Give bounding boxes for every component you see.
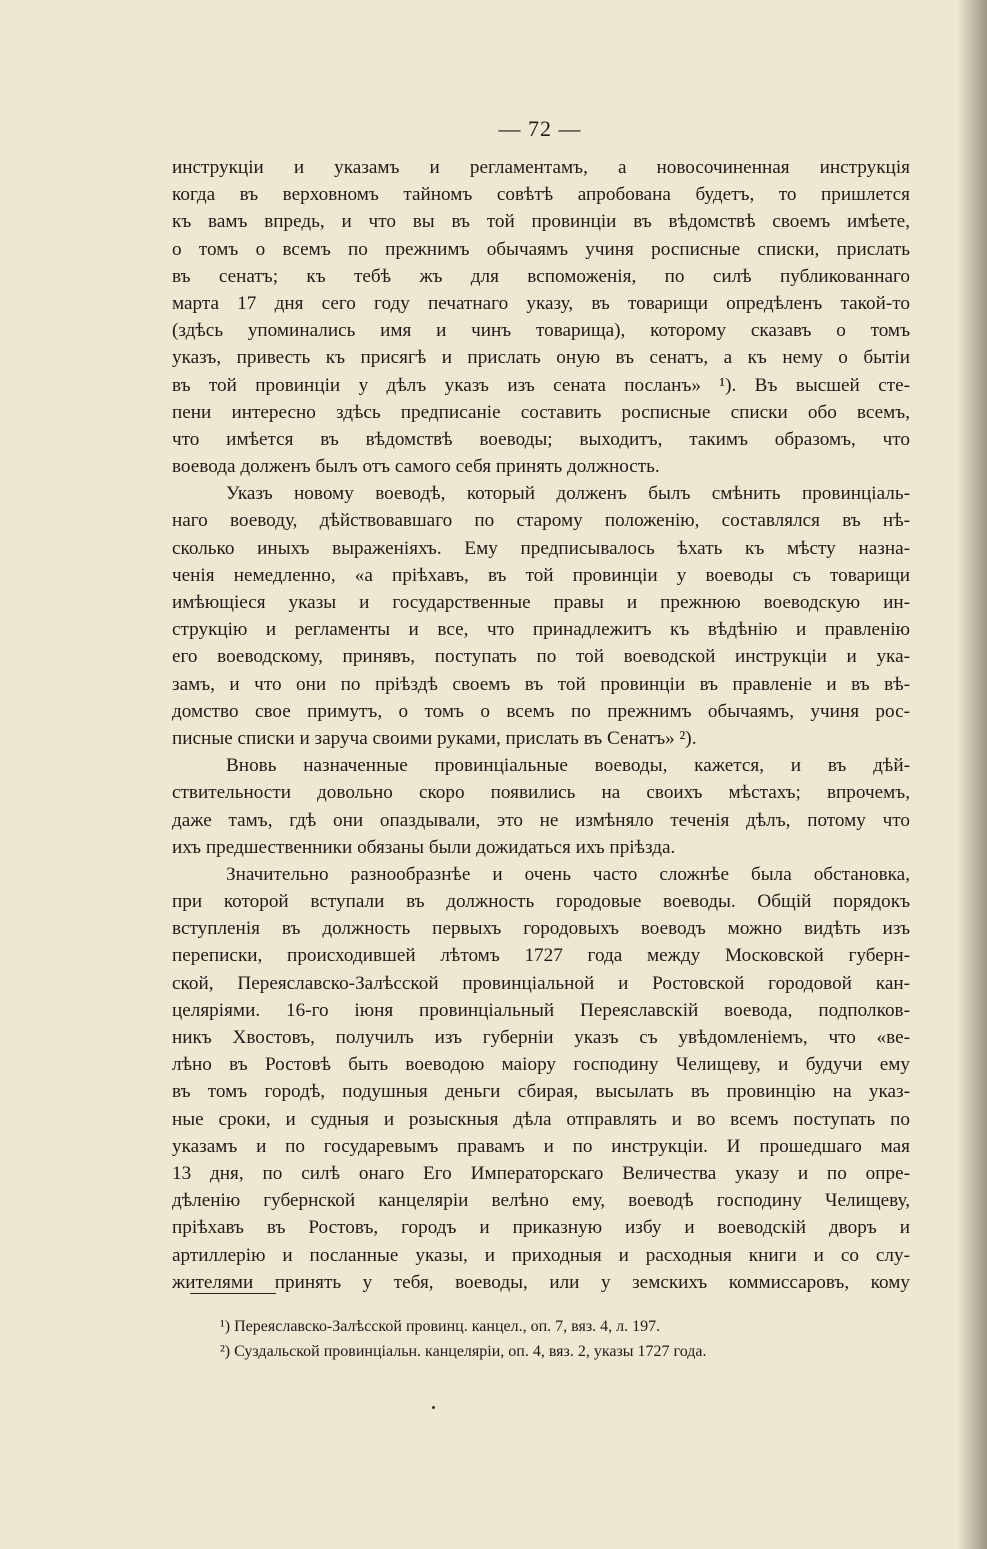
text-line: ные сроки, и судныя и розыскныя дѣла отправлять и во всемъ поступать по xyxy=(172,1108,910,1130)
text-line: Указъ новому воеводѣ, который долженъ былъ смѣнить провинціаль- xyxy=(226,483,910,505)
footnote-2: ²) Суздальской провинціальн. канцеляріи, оп. 4, вяз. 2, указы 1727 года. xyxy=(220,1343,707,1360)
text-line: жителями принять у тебя, воеводы, или у земскихъ коммиссаровъ, кому xyxy=(172,1271,910,1293)
text-line: артиллерію и посланные указы, и приходныя и расходныя книги и со слу- xyxy=(172,1244,910,1266)
text-line: въ сенатъ; къ тебѣ жъ для вспоможенія, по силѣ публикованнаго xyxy=(172,265,910,287)
text-line: его воеводскому, принявъ, поступать по той воеводской инструкціи и ука- xyxy=(172,646,910,668)
text-line: наго воеводу, дѣйствовавшаго по старому положенію, составлялся въ нѣ- xyxy=(172,510,910,532)
text-line: целяріями. 16-го іюня провинціальный Переяславскій воевода, подполков- xyxy=(172,999,910,1021)
text-line: марта 17 дня сего году печатнаго указу, въ товарищи опредѣленъ такой-то xyxy=(172,292,910,314)
print-speck xyxy=(432,1406,435,1409)
text-line: ствительности довольно скоро появились на своихъ мѣстахъ; впрочемъ, xyxy=(172,782,910,804)
text-line: ченія немедленно, «а пріѣхавъ, въ той провинціи у воеводы съ товарищи xyxy=(172,564,910,586)
text-line: замъ, и что они по пріѣздѣ своемъ въ той провинціи въ правленіе и въ вѣ- xyxy=(172,673,910,695)
footnotes xyxy=(220,1314,900,1364)
text-line: даже тамъ, гдѣ они опаздывали, это не измѣняло теченія дѣлъ, потому что xyxy=(172,809,910,831)
page-edge-shadow xyxy=(957,0,987,1549)
text-line: сколько иныхъ выраженіяхъ. Ему предписывалось ѣхать къ мѣсту назна- xyxy=(172,537,910,559)
text-line: дѣленію губернской канцеляріи велѣно ему, воеводѣ господину Челищеву, xyxy=(172,1190,910,1212)
text-line: когда въ верховномъ тайномъ совѣтѣ апробована будетъ, то пришлется xyxy=(172,184,910,206)
text-line: (здѣсь упоминались имя и чинъ товарища), которому сказавъ о томъ xyxy=(172,320,910,342)
text-line: лѣно въ Ростовѣ быть воеводою маіору господину Челищеву, и будучи ему xyxy=(172,1054,910,1076)
page-number: — 72 — xyxy=(498,116,582,141)
text-line: имѣющіеся указы и государственные правы и прежнюю воеводскую ин- xyxy=(172,592,910,613)
text-line: указамъ и по государевымъ правамъ и по инструкціи. И прошедшаго мая xyxy=(172,1135,910,1157)
text-line: что имѣется въ вѣдомствѣ воеводы; выходитъ, такимъ образомъ, что xyxy=(172,428,910,450)
text-line: домство свое примутъ, о томъ о всемъ по прежнимъ обычаямъ, учиня рос- xyxy=(172,700,910,722)
text-line: къ вамъ впредь, и что вы въ той провинціи въ вѣдомствѣ своемъ имѣете, xyxy=(172,211,910,233)
text-line: инструкціи и указамъ и регламентамъ, а новосочиненная инструкція xyxy=(172,157,910,178)
text-line: струкцію и регламенты и все, что принадлежитъ къ вѣдѣнію и правленію xyxy=(172,619,910,641)
text-line: Значительно разнообразнѣе и очень часто сложнѣе была обстановка, xyxy=(226,863,910,885)
footnote-1: ¹) Переяславско-Залѣсской провинц. канцел., оп. 7, вяз. 4, л. 197. xyxy=(220,1318,661,1335)
body-text xyxy=(172,154,910,1296)
text-line: ихъ предшественники обязаны были дожидаться ихъ пріѣзда. xyxy=(172,836,676,858)
text-line: 13 дня, по силѣ онаго Его Императорскаго Величества указу и по опре- xyxy=(172,1162,910,1184)
text-line: вступленія въ должность первыхъ городовыхъ воеводъ можно видѣть изъ xyxy=(172,918,910,940)
text-line: переписки, происходившей лѣтомъ 1727 года между Московской губерн- xyxy=(172,945,910,967)
text-line: пріѣхавъ въ Ростовъ, городъ и приказную избу и воеводскій дворъ и xyxy=(172,1217,910,1239)
text-line: о томъ о всемъ по прежнимъ обычаямъ учиня росписные списки, прислать xyxy=(172,238,910,260)
text-line: въ той провинціи у дѣлъ указъ изъ сената посланъ» ¹). Въ высшей сте- xyxy=(172,374,910,396)
text-line: въ томъ городѣ, подушныя деньги сбирая, высылать въ провинцію на указ- xyxy=(172,1081,910,1103)
text-line: писные списки и заруча своими руками, прислать въ Сенатъ» ²). xyxy=(172,727,697,749)
text-line: ской, Переяславско-Залѣсской провинціальной и Ростовской городовой кан- xyxy=(172,972,910,994)
text-line: никъ Хвостовъ, получилъ изъ губерніи указъ съ увѣдомленіемъ, что «ве- xyxy=(172,1027,910,1048)
text-line: воевода долженъ былъ отъ самого себя принять должность. xyxy=(172,456,660,478)
footnote-divider xyxy=(190,1293,276,1294)
text-line: указъ, привесть къ присягѣ и прислать оную въ сенатъ, а къ нему о бытіи xyxy=(172,347,910,369)
text-line: при которой вступали въ должность городовые воеводы. Общій порядокъ xyxy=(172,891,910,913)
text-line: пени интересно здѣсь предписаніе составить росписные списки обо всемъ, xyxy=(172,401,910,423)
text-line: Вновь назначенные провинціальные воеводы, кажется, и въ дѣй- xyxy=(226,755,910,777)
